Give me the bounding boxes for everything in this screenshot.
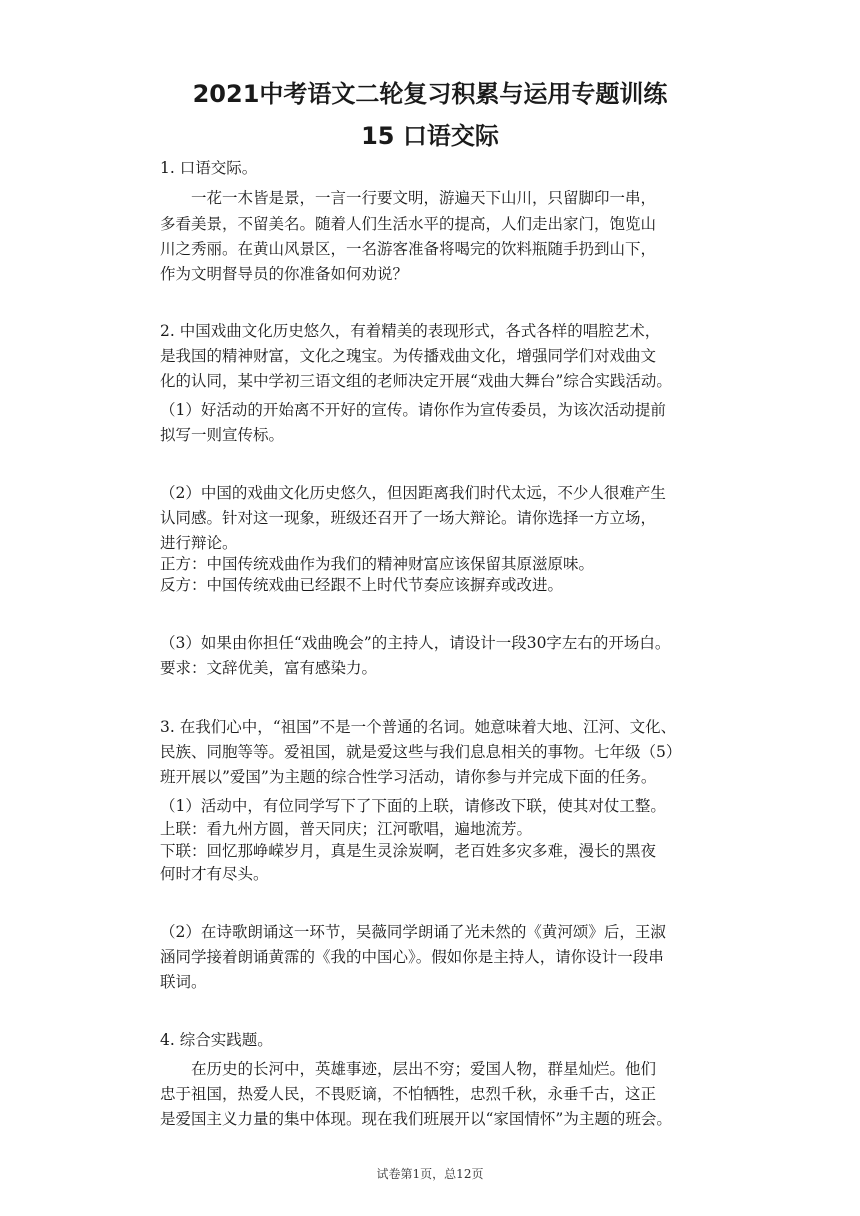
text-line: 联词。 [160,973,207,991]
text-line: 反方：中国传统戏曲已经跟不上时代节奏应该摒弃或改进。 [160,576,564,594]
text-line: 民族、同胞等等。爱祖国，就是爱这些与我们息息相关的事物。七年级（5） [160,743,682,761]
text-line: 在历史的长河中，英雄事迹，层出不穷；爱国人物，群星灿烂。他们 [160,1060,657,1078]
text-line: 下联：回忆那峥嵘岁月，真是生灵涂炭啊，老百姓多灾多难，漫长的黑夜 [160,842,657,860]
text-line: 进行辩论。 [160,534,238,552]
text-line: （2）中国的戏曲文化历史悠久，但因距离我们时代太远，不少人很难产生 [160,484,666,502]
text-line: 正方：中国传统戏曲作为我们的精神财富应该保留其原滋原味。 [160,555,595,573]
text-line: 拟写一则宣传标。 [160,426,285,444]
text-line: 是我国的精神财富，文化之瑰宝。为传播戏曲文化，增强同学们对戏曲文 [160,347,657,365]
text-line: 3. 在我们心中，“祖国”不是一个普通的名词。她意味着大地、江河、文化、 [160,718,677,736]
page-footer: 试卷第1页，总12页 [376,1167,484,1181]
text-line: 是爱国主义力量的集中体现。现在我们班展开以“家国情怀”为主题的班会。 [160,1110,672,1128]
text-line: （1）好活动的开始离不开好的宣传。请你作为宣传委员，为该次活动提前 [160,401,666,419]
text-line: 何时才有尽头。 [160,865,269,883]
text-line: 多看美景，不留美名。随着人们生活水平的提高，人们走出家门，饱览山 [160,215,657,233]
text-line: 川之秀丽。在黄山风景区，一名游客准备将喝完的饮料瓶随手扔到山下， [160,240,657,258]
text-line: 上联：看九州方圆，普天同庆；江河歌唱，遍地流芳。 [160,820,533,838]
text-line: 忠于祖国，热爱人民，不畏贬谪，不怕牺牲，忠烈千秋，永垂千古，这正 [160,1085,657,1103]
text-line: （3）如果由你担任“戏曲晚会”的主持人，请设计一段30字左右的开场白。 [160,634,671,652]
text-line: 1. 口语交际。 [160,159,258,177]
text-line: （1）活动中，有位同学写下了下面的上联，请修改下联，使其对仗工整。 [160,797,666,815]
text-line: 涵同学接着朗诵黄霈的《我的中国心》。假如你是主持人，请你设计一段串 [160,948,664,966]
text-line: 化的认同，某中学初三语文组的老师决定开展“戏曲大舞台”综合实践活动。 [160,372,672,390]
text-line: 作为文明督导员的你准备如何劝说？ [160,265,409,283]
text-line: （2）在诗歌朗诵这一环节，吴薇同学朗诵了光未然的《黄河颂》后，王淑 [160,923,666,941]
text-line: 4. 综合实践题。 [160,1031,273,1049]
text-line: 班开展以”爱国”为主题的综合性学习活动，请你参与并完成下面的任务。 [160,768,657,786]
document-title: 2021中考语文二轮复习积累与运用专题训练 [192,80,668,108]
text-line: 认同感。针对这一现象，班级还召开了一场大辩论。请你选择一方立场， [160,509,657,527]
text-line: 一花一木皆是景，一言一行要文明，游遍天下山川，只留脚印一串， [160,189,657,207]
text-line: 要求：文辞优美，富有感染力。 [160,659,378,677]
text-line: 2. 中国戏曲文化历史悠久，有着精美的表现形式，各式各样的唱腔艺术， [160,322,661,340]
document-subtitle: 15 口语交际 [361,122,499,150]
